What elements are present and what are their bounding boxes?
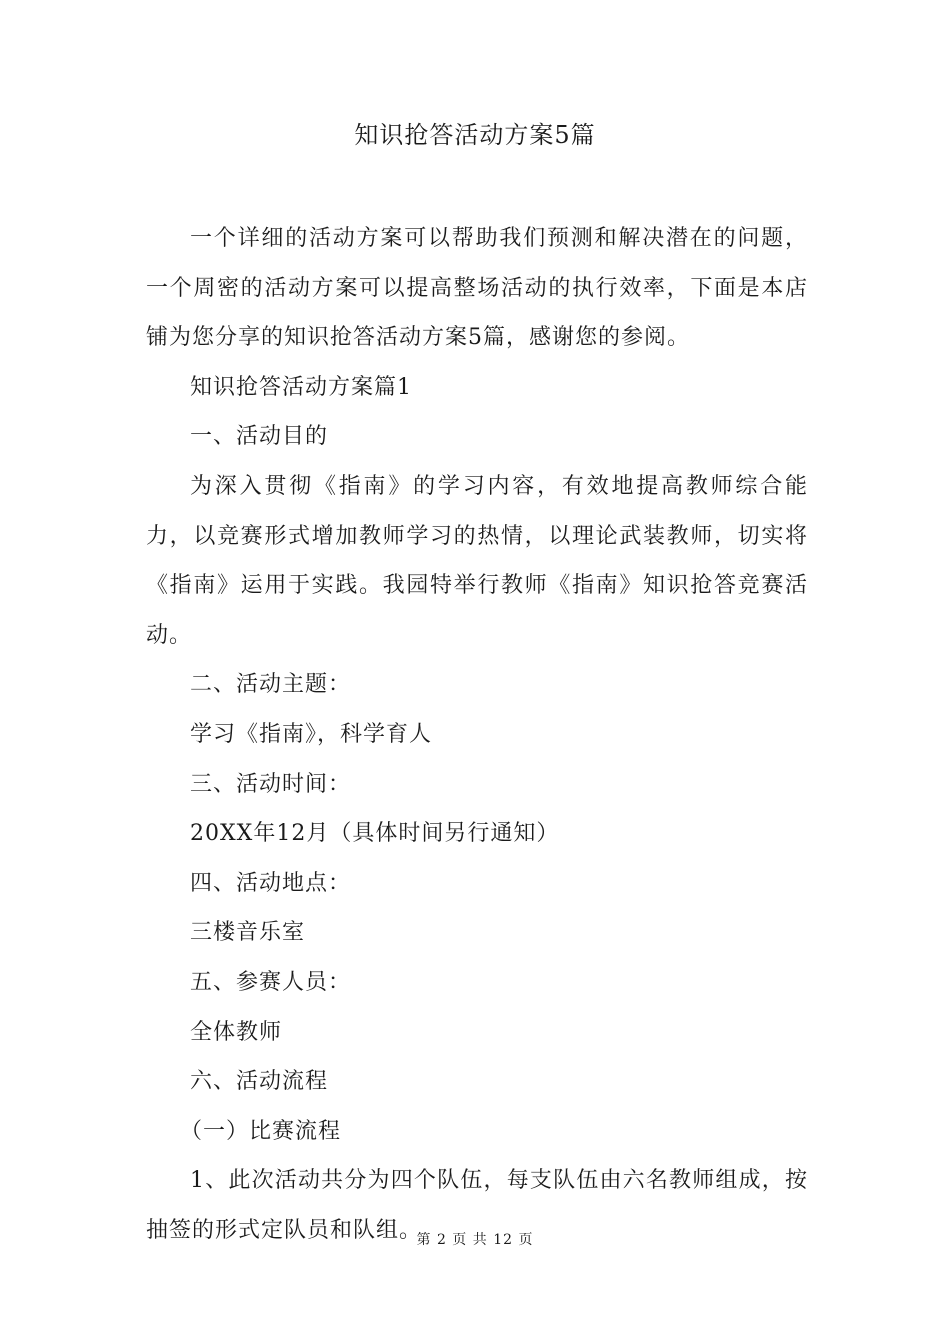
heading-competition-process: （一）比赛流程 (180, 1118, 342, 1144)
heading-participants: 五、参赛人员： (190, 969, 352, 995)
document-title: 知识抢答活动方案5篇 (354, 121, 596, 149)
intro-paragraph: 一个详细的活动方案可以帮助我们预测和解决潜在的问题，一个周密的活动方案可以提高整场活动的执行效率，下面是本店铺为您分享的知识抢答活动方案5篇，感谢您的参阅。 (146, 226, 808, 351)
heading-activity-location: 四、活动地点： (190, 870, 352, 896)
paragraph-activity-time: 20XX年12月（具体时间另行通知） (190, 821, 560, 847)
paragraph-team-setup: 1、此次活动共分为四个队伍，每支队伍由六名教师组成，按抽签的形式定队员和队组。 (146, 1168, 808, 1243)
heading-activity-purpose: 一、活动目的 (190, 424, 329, 450)
paragraph-participants: 全体教师 (190, 1019, 283, 1045)
document-body (146, 214, 808, 1255)
page-footer: 第 2 页 共 12 页 (416, 1232, 534, 1248)
heading-activity-theme: 二、活动主题： (190, 672, 352, 698)
paragraph-activity-location: 三楼音乐室 (190, 920, 306, 946)
paragraph-activity-theme: 学习《指南》，科学育人 (190, 721, 433, 747)
paragraph-activity-purpose: 为深入贯彻《指南》的学习内容，有效地提高教师综合能力，以竞赛形式增加教师学习的热情，以理论武装教师，切实将《指南》运用于实践。我园特举行教师《指南》知识抢答竞赛活动。 (146, 473, 808, 648)
heading-activity-time: 三、活动时间： (190, 771, 352, 797)
section-heading-plan-1: 知识抢答活动方案篇1 (190, 374, 412, 400)
heading-activity-process: 六、活动流程 (190, 1069, 329, 1095)
